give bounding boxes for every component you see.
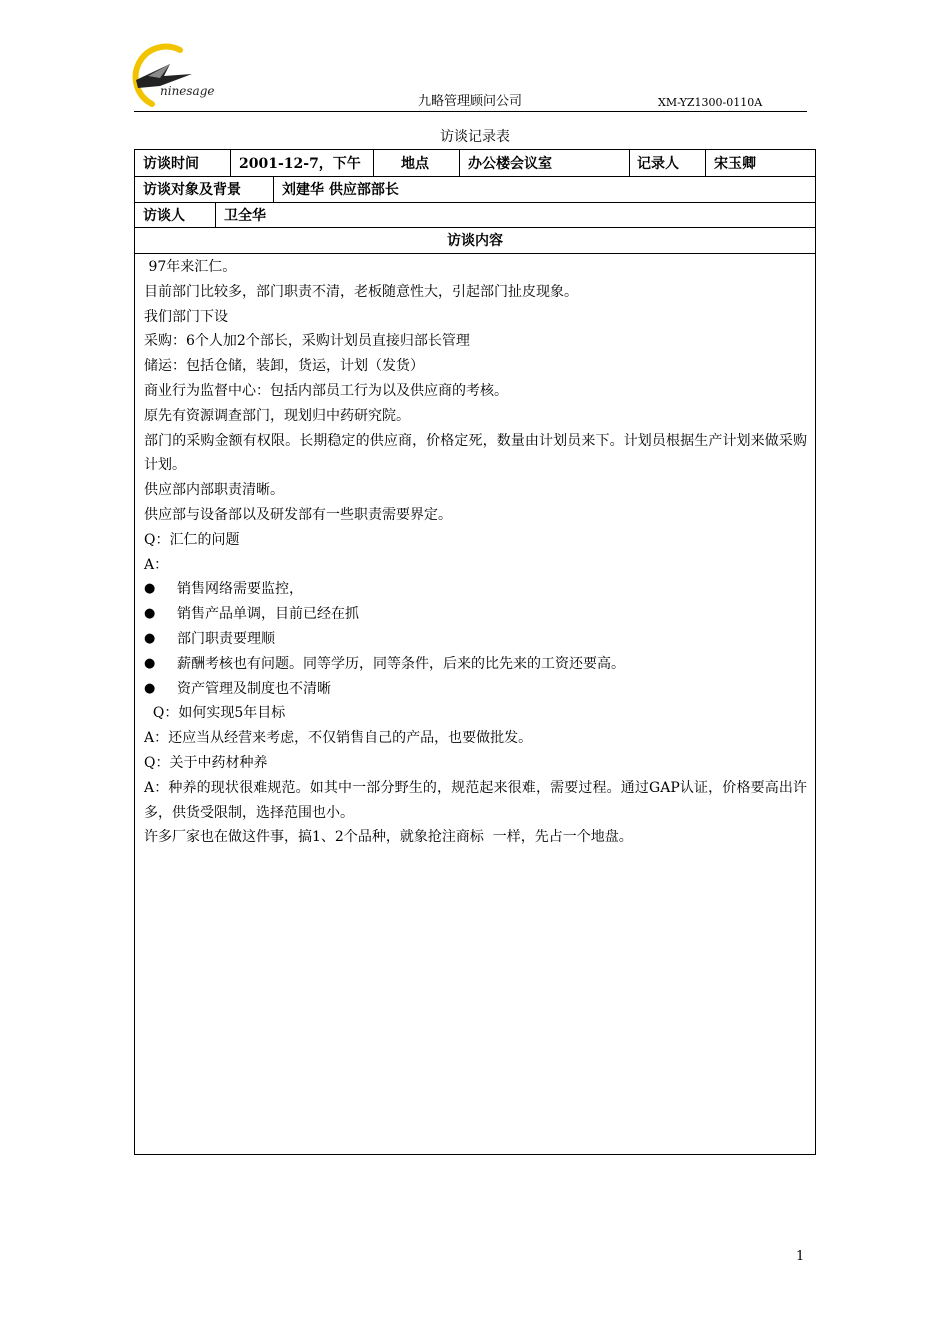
bullet-icon: ● <box>144 655 156 671</box>
time-label: 访谈时间 <box>143 156 199 172</box>
row-interviewee <box>135 176 815 203</box>
content-line: 我们部门下设 <box>144 308 228 325</box>
time-value: 2001-12-7，下午 <box>230 150 373 176</box>
company-logo <box>130 42 230 114</box>
content-line: 商业行为监督中心：包括内部员工行为以及供应商的考核。 <box>144 382 508 399</box>
content-line: 部门的采购金额有权限。长期稳定的供应商，价格定死，数量由计划员来下。计划员根据生产计划来做采购计划。 <box>144 432 807 474</box>
row-time-place-recorder <box>135 150 815 177</box>
bullet-icon: ● <box>144 630 156 646</box>
place-value: 办公楼会议室 <box>459 150 629 176</box>
bullet-icon: ● <box>144 680 156 696</box>
content-line: A：种养的现状很难规范。如其中一部分野生的，规范起来很难，需要过程。通过GAP认证，价格要高出许多，供货受限制，选择范围也小。 <box>144 779 807 821</box>
bullet-icon: ● <box>144 606 156 622</box>
page-number: 1 <box>796 1249 805 1264</box>
recorder-label: 记录人 <box>629 150 705 176</box>
list-item: ● 销售网络需要监控， <box>144 577 807 602</box>
content-line: 供应部与设备部以及研发部有一些职责需要界定。 <box>144 506 452 523</box>
list-item: ● 销售产品单调，目前已经在抓 <box>144 602 807 627</box>
list-item: ● 部门职责要理顺 <box>144 627 807 652</box>
interviewee-label: 访谈对象及背景 <box>143 182 241 198</box>
bullet-icon: ● <box>144 581 156 597</box>
form-title: 访谈记录表 <box>440 129 510 145</box>
header-divider <box>134 111 807 112</box>
company-name: 九略管理顾问公司 <box>418 94 523 109</box>
content-line: 采购：6个人加2个部长，采购计划员直接归部长管理 <box>144 333 470 350</box>
list-item: ● 资产管理及制度也不清晰 <box>144 677 807 702</box>
content-line: 储运：包括仓储，装卸，货运，计划（发货） <box>144 358 424 375</box>
place-label: 地点 <box>373 150 459 176</box>
interviewee-value: 刘建华 供应部部长 <box>273 176 815 202</box>
interview-content <box>144 255 807 850</box>
list-item: ● 薪酬考核也有问题。同等学历，同等条件，后来的比先来的工资还要高。 <box>144 652 807 677</box>
interview-form <box>134 149 816 1155</box>
content-line: Q：关于中药材种养 <box>144 754 268 771</box>
document-number: XM-YZ1300-0110A <box>658 96 763 109</box>
content-line: Q：如何实现5年目标 <box>144 705 286 722</box>
content-line: 97年来汇仁。 <box>144 259 237 275</box>
content-header: 访谈内容 <box>447 233 503 249</box>
content-line: 原先有资源调查部门，现划归中药研究院。 <box>144 407 410 424</box>
content-line: A： <box>144 556 169 573</box>
content-line: 目前部门比较多，部门职责不清，老板随意性大，引起部门扯皮现象。 <box>144 283 578 300</box>
recorder-value: 宋玉卿 <box>705 150 815 176</box>
interviewer-label: 访谈人 <box>143 207 185 224</box>
interviewer-value: 卫全华 <box>215 202 815 227</box>
row-content-header <box>135 227 815 254</box>
content-line: 许多厂家也在做这件事，搞1、2个品种，就象抢注商标 一样，先占一个地盘。 <box>144 829 633 846</box>
row-interviewer <box>135 202 815 228</box>
content-line: A：还应当从经营来考虑，不仅销售自己的产品，也要做批发。 <box>144 730 533 747</box>
logo-wordmark: ninesage <box>160 84 215 98</box>
content-line: 供应部内部职责清晰。 <box>144 482 284 499</box>
content-line: Q：汇仁的问题 <box>144 531 240 548</box>
